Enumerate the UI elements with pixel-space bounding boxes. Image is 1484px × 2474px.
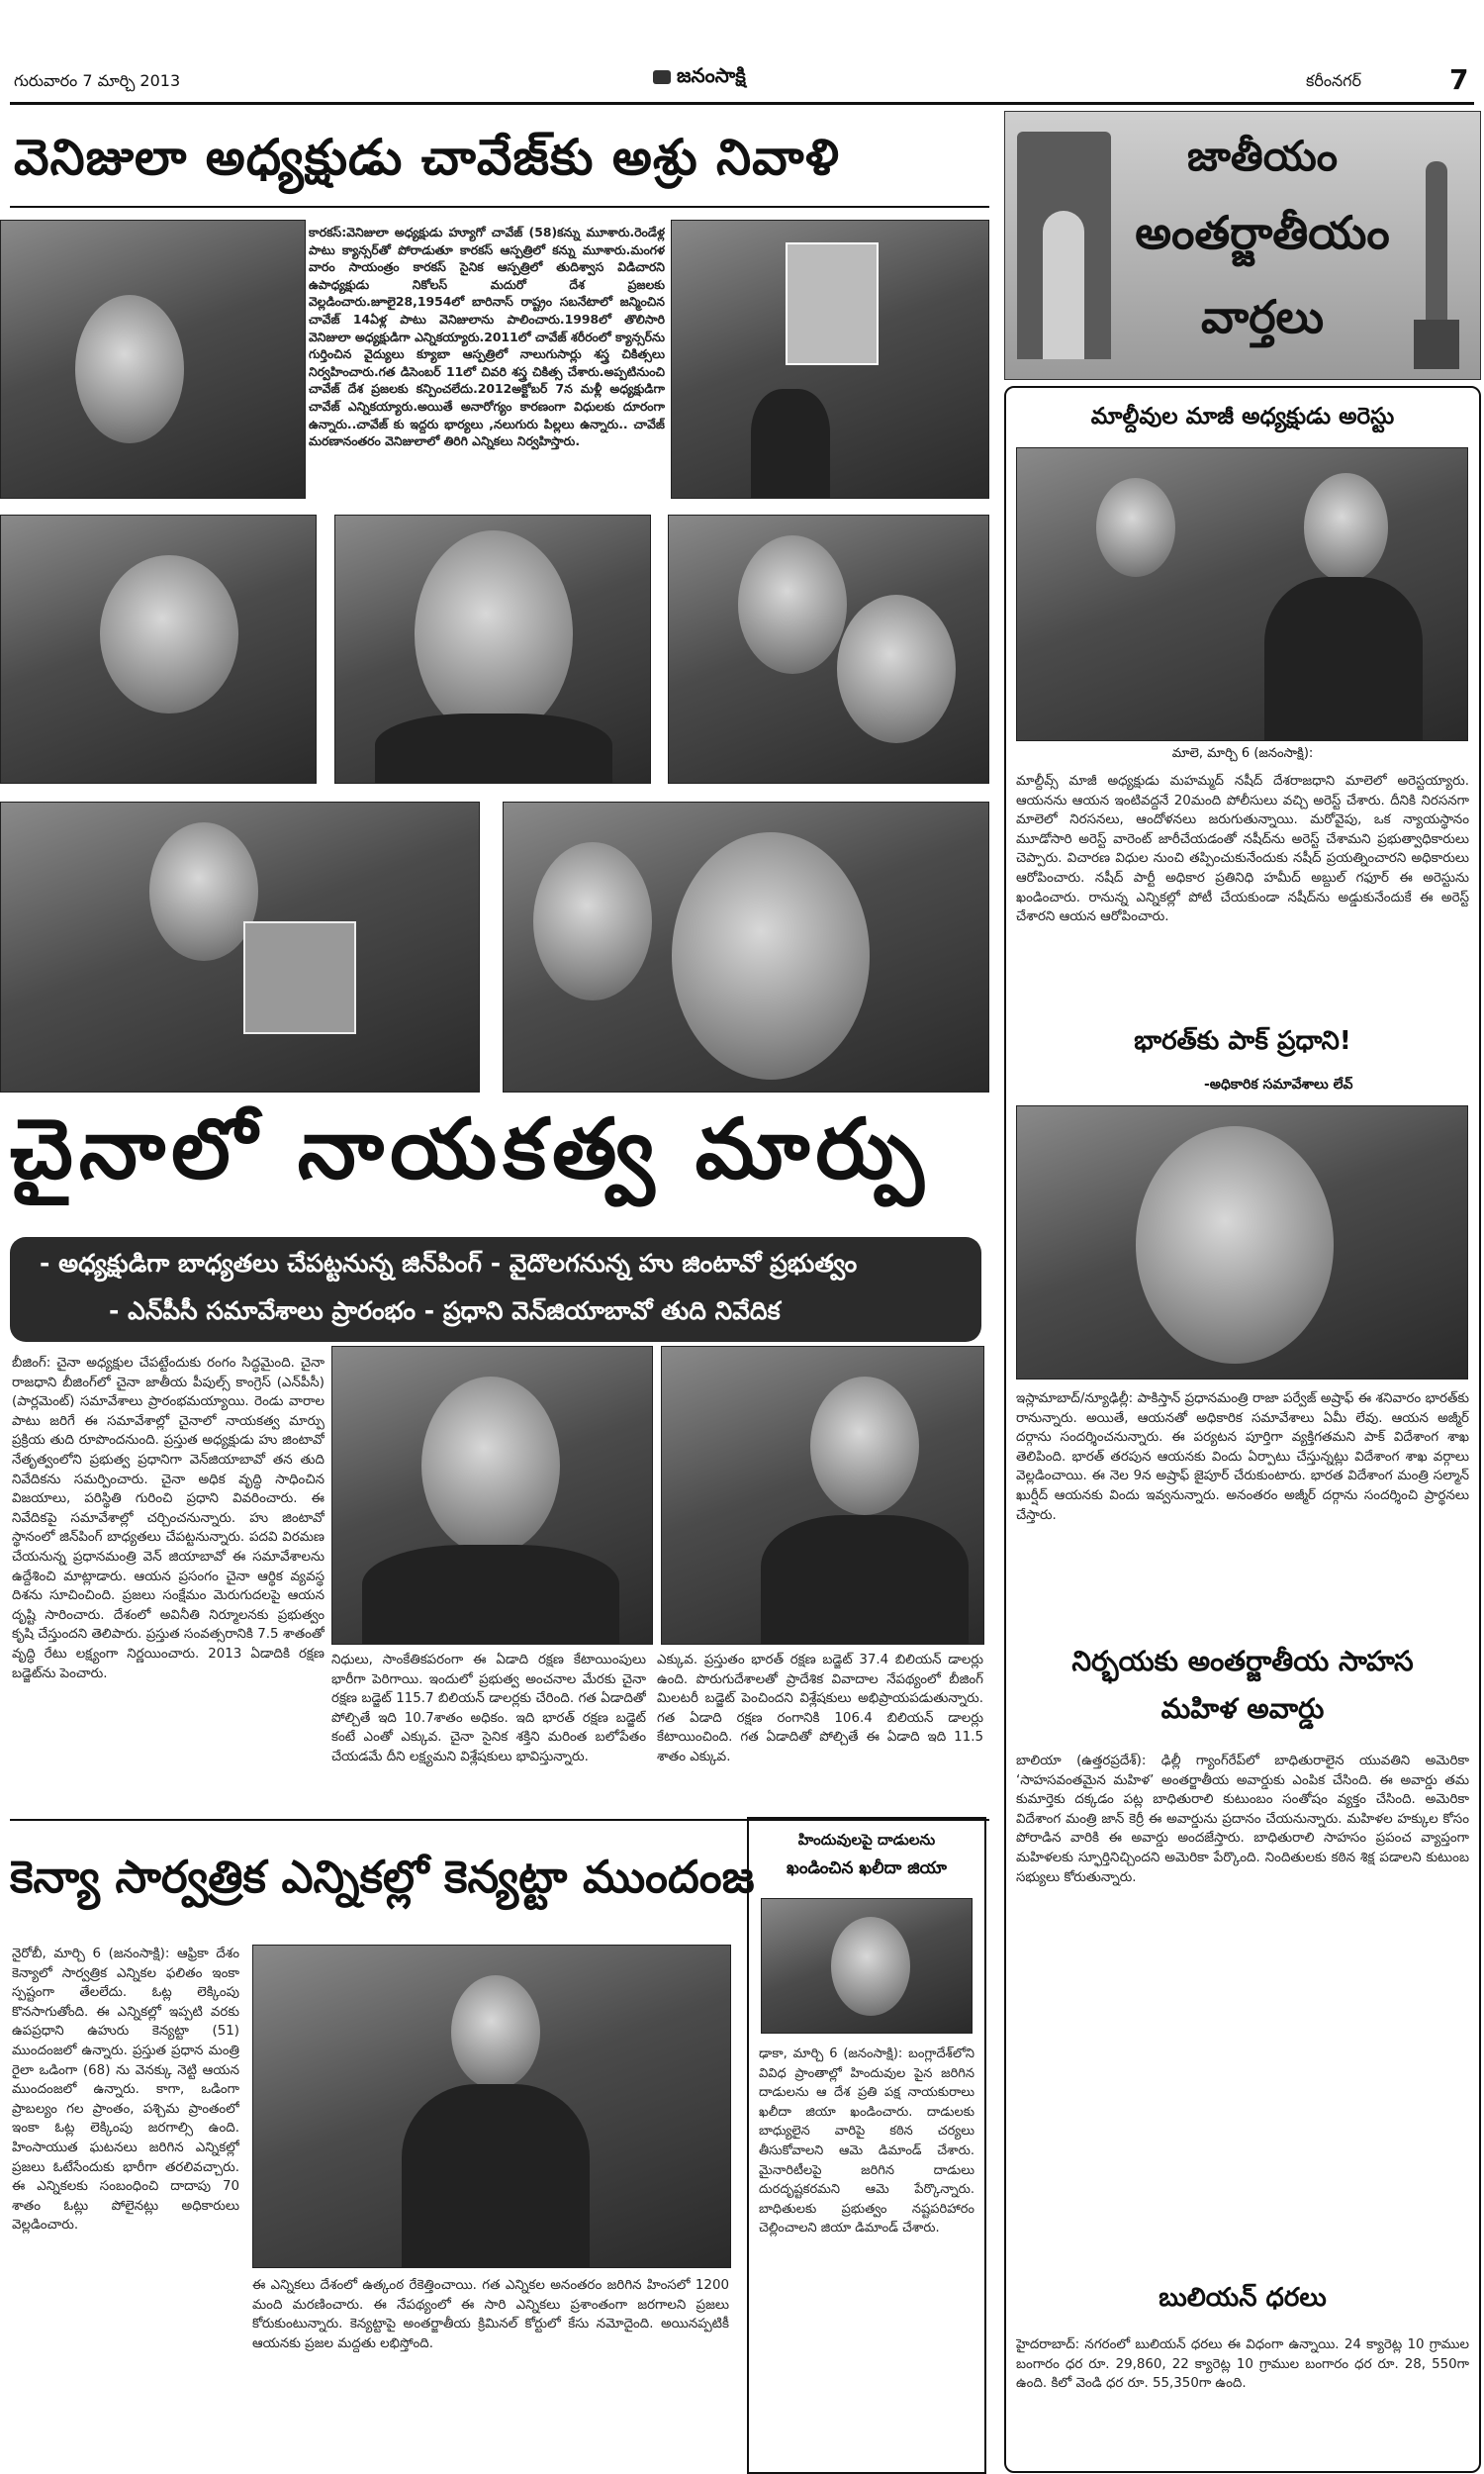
hindu-attacks-box [747, 1817, 986, 2474]
hu-jintao-photo [331, 1346, 653, 1645]
liberty-statue-graphic [1406, 122, 1465, 369]
bullion-headline: బులియన్‌ ధరలు [1159, 2283, 1327, 2313]
maldives-text: మాల్దీవ్స్‌ మాజీ అధ్యక్షుడు మహమ్మద్‌ నషీద్‌ దేశరాజధాని మాలెలో అరెస్టయ్యారు. ఆయనను ఆయన ఇంటివద్దనే 20మంది పోలీసులు వచ్చి అరెస్ట్‌ చేశారు. దీనికి నిరసనగా మాలెలో నిరసనలు, ఆందోళనలు జరుగుతున్నాయి. మరోవైపు, ఒక న్యాయస్థానం మూడోసారి అరెస్ట్‌ వారెంట్‌ జారీచేయడంతో నషీద్‌ను అరెస్ట్‌ చేశామని ప్రభుత్వాధికారులు చెప్పారు. విచారణ విధుల నుంచి తప్పించుకునేందుకు నషీద్‌ ప్రయత్నించారని అధికారులు ఆరోపించారు. నషీద్‌ పార్టీ అధికార ప్రతినిధి హమీద్‌ అబ్దుల్‌ గఫూర్‌ ఈ అరెస్టును ఖండించారు. రానున్న ఎన్నికల్లో పోటీ చేయకుండా నషీద్‌ను అడ్డుకునేందుకే ఈ అరెస్ట్‌ చేశారని ఆయన ఆరోపించారు. [1016, 774, 1469, 925]
china-subhead-1: - అధ్యక్షుడిగా బాధ్యతలు చేపట్టనున్న జిన్‌పింగ్‌ - వైదొలగనున్న హు జింటావో ప్రభుత్వం [40, 1249, 858, 1278]
banner-text-line3: వార్తలు [1200, 290, 1325, 343]
kenyatta-photo [252, 1945, 731, 2268]
pak-pm-text: ఇస్లామాబాద్‌/న్యూఢిల్లీ: పాకిస్తాన్‌ ప్రధానమంత్రి రాజా పర్వేజ్‌ అష్రాఫ్‌ ఈ శనివారం భారత్‌కు రానున్నారు. అయితే, ఆయనతో అధికారిక సమావేశాలు ఏమీ లేవు. ఆయన అజ్మీర్‌ దర్గాను సందర్శించనున్నారు. ఈ పర్యటన పూర్తిగా వ్యక్తిగతమని పాక్‌ విదేశాంగ శాఖ తెలిపింది. భారత్‌ తరపున ఆయనకు విందు ఏర్పాటు చేస్తున్నట్లు విదేశాంగ శాఖ వర్గాలు వెల్లడించాయి. ఈ నెల 9న అష్రాఫ్‌ జైపూర్‌ చేరుకుంటారు. భారత విదేశాంగ మంత్రి సల్మాన్‌ ఖుర్షీద్‌ ఆయనకు విందు ఇవ్వనున్నారు. అనంతరం అజ్మీర్‌ దర్గాను సందర్శించి ప్రార్థనలు చేస్తారు. [1016, 1391, 1469, 1523]
kenya-text-col1: నైరోబీ, మార్చి 6 (జనంసాక్షి): ఆఫ్రికా దేశం కెన్యాలో సార్వత్రిక ఎన్నికల ఫలితం ఇంకా స్పష్టంగా తేలలేదు. ఓట్ల లెక్కింపు కొనసాగుతోంది. ఈ ఎన్నికల్లో ఇప్పటి వరకు ఉపప్రధాని ఉహురు కెన్యట్టా (51) ముందంజలో ఉన్నారు. ప్రస్తుత ప్రధాన మంత్రి రైలా ఒడింగా (68) ను వెనక్కు నెట్టి ఆయన ముందంజలో ఉన్నారు. కాగా, ఒడింగా ప్రాబల్యం గల ప్రాంతం, పశ్చిమ ప్రాంతంలో ఇంకా ఓట్ల లెక్కింపు జరగాల్సి ఉంది. హింసాయుత ఘటనలు జరిగిన ఎన్నికల్లో ప్రజలు ఓటేసేందుకు భారీగా తరలివచ్చారు. ఈ ఎన్నికలకు సంబంధించి దాదాపు 70 శాతం ఓట్లు పోలైనట్లు అధికారులు వెల్లడించారు. [12, 1947, 239, 2234]
banner-text-line2: అంతర్జాతీయం [1135, 206, 1390, 259]
masthead-title: జనంసాక్షి [677, 63, 746, 87]
masthead-logo [653, 63, 746, 92]
pak-pm-subhead: -అధికారిక సమావేశాలు లేవ్‌ [1204, 1077, 1353, 1093]
china-subheads-band [10, 1237, 981, 1342]
hindu-title-line2: ఖండించిన ఖలీదా జియా [787, 1858, 947, 1878]
kenya-text-col2: ఈ ఎన్నికలు దేశంలో ఉత్కంఠ రేకెత్తించాయి. గత ఎన్నికల అనంతరం జరిగిన హింసలో 1200 మంది మరణించారు. ఈ నేపథ్యంలో ఈ సారి ఎన్నికలు ప్రశాంతంగా జరగాలని ప్రజలు కోరుకుంటున్నారు. కెన్యట్టాపై అంతర్జాతీయ క్రిమినల్‌ కోర్టులో కేసు నమోదైంది. అయినప్పటికీ ఆయనకు ప్రజల మద్దతు లభిస్తోంది. [252, 2278, 729, 2351]
chavez-headline: వెనిజులా అధ్యక్షుడు చావేజ్‌కు అశ్రు నివాళి [14, 129, 840, 186]
header-edition: కరీంనగర్ [1306, 71, 1362, 90]
supporters-rally-photo [0, 802, 480, 1093]
maldives-caption: మాలె, మార్చి 6 (జనంసాక్షి): [1171, 746, 1314, 761]
xi-jinping-photo [661, 1346, 984, 1645]
chavez-crowd-photo-left [0, 220, 306, 499]
china-text-col2: నిధులు, సాంకేతికపరంగా ఈ ఏడాది రక్షణ కేటాయింపులు భారీగా పెరిగాయి. ఇందులో ప్రభుత్వ అంచనాల మేరకు చైనా రక్షణ బడ్జెట్‌ 115.7 బిలియన్‌ డాలర్లకు చేరింది. గత ఏడాదితో పోల్చితే ఇది 10.7శాతం అధికం. ఇది భారత్‌ రక్షణ బడ్జెట్‌ కంటే ఎంతో ఎక్కువ. చైనా సైనిక శక్తిని మరింత బలోపేతం చేయడమే దీని లక్ష్యమని విశ్లేషకులు భావిస్తున్నారు. [331, 1653, 646, 1764]
chavez-portrait-photo [671, 220, 989, 499]
china-text-col1: బీజింగ్‌: చైనా అధ్యక్షుల చేపట్టేందుకు రంగం సిద్ధమైంది. చైనా రాజధాని బీజింగ్‌లో చైనా జాతీయ పీపుల్స్‌ కాంగ్రెస్‌ (ఎన్‌పీసీ)(పార్లమెంట్‌) సమావేశాలు ప్రారంభమయ్యాయి. రెండు వారాల పాటు జరిగే ఈ సమావేశాల్లో చైనాలో నాయకత్వ మార్పు ప్రక్రియ తుది రూపొందనుంది. ప్రస్తుత అధ్యక్షుడు హు జింటావో నేతృత్వంలోని ప్రభుత్వ ప్రధానిగా వెన్‌జియాబావో తన తుది నివేదికను సమర్పించారు. చైనా అధిక వృద్ధి సాధించిన విజయాలు, పరిస్థితి గురించి ప్రధాని వివరించారు. ఈ నివేదికపై సమావేశాల్లో చర్చించనున్నారు. హు జింటావో స్థానంలో జిన్‌పింగ్‌ బాధ్యతలు చేపట్టనున్నారు. పదవి విరమణ చేయనున్న ప్రధానమంత్రి వెన్‌ జియాబావో ఈ సమావేశాలను ఉద్దేశించి మాట్లాడారు. ఆయన ప్రసంగం చైనా ఆర్థిక వ్యవస్థ దిశను సూచించింది. ప్రజలు సంక్షేమం మెరుగుదలపై ఆయన దృష్టి సారించారు. దేశంలో అవినీతి నిర్మూలనకు ప్రభుత్వం కృషి చేస్తుందని తెలిపారు. ప్రస్తుత సంవత్సరానికి 7.5 శాతంతో వృద్ధి రేటు లక్ష్యంగా నిర్ణయించారు. 2013 ఏడాదికి రక్షణ బడ్జెట్‌ను పెంచారు. [12, 1356, 325, 1681]
hindu-title-line1: హిందువులపై దాడులను [797, 1831, 936, 1849]
page-header [0, 59, 1484, 103]
pak-pm-headline: భారత్‌కు పాక్‌ ప్రధాని! [1134, 1026, 1351, 1056]
kenya-headline: కెన్యా సార్వత్రిక ఎన్నికల్లో కెన్యట్టా ముందంజ [10, 1851, 755, 1903]
china-text-col3: ఎక్కువ. ప్రస్తుతం భారత్‌ రక్షణ బడ్జెట్‌ 37.4 బిలియన్‌ డాలర్లు ఉంది. పొరుగుదేశాలతో ప్రాదేశిక వివాదాల నేపథ్యంలో బీజింగ్‌ మిలటరీ బడ్జెట్‌ పెంచిందని విశ్లేషకులు అభిప్రాయపడుతున్నారు. గత ఏడాది రక్షణ రంగానికి 106.4 బిలియన్‌ డాలర్లు కేటాయించింది. గత ఏడాదితో పోల్చితే ఈ ఏడాది ఇది 11.5 శాతం ఎక్కువ. [657, 1653, 983, 1764]
nasheed-arrest-photo [1016, 447, 1468, 741]
sidebar-frame [1004, 386, 1481, 2473]
bullion-text: హైదరాబాద్‌: నగరంలో బులియన్‌ ధరలు ఈ విధంగా ఉన్నాయి. 24 క్యారెట్ల 10 గ్రాముల బంగారం ధర రూ. 29,860, 22 క్యారెట్ల 10 గ్రాముల బంగారం ధర రూ. 28, 550గా ఉంది. కిలో వెండి ధర రూ. 55,350గా ఉంది. [1016, 2337, 1469, 2392]
maldives-headline: మాల్దీవుల మాజీ అధ్యక్షుడు అరెస్టు [1090, 404, 1395, 429]
china-headline: చైనాలో నాయకత్వ మార్పు [10, 1100, 930, 1197]
page-number: 7 [1449, 63, 1469, 96]
banner-text-line1: జాతీయం [1186, 132, 1339, 180]
maduro-speech-photo [0, 515, 317, 784]
hindu-text: ఢాకా, మార్చి 6 (జనంసాక్షి): బంగ్లాదేశ్‌లోని వివిధ ప్రాంతాల్లో హిందువుల పైన జరిగిన దాడులను ఆ దేశ ప్రతి పక్ష నాయకురాలు ఖలీదా జియా ఖండించారు. దాడులకు బాధ్యులైన వారిపై కఠిన చర్యలు తీసుకోవాలని ఆమె డిమాండ్‌ చేశారు. మైనారిటీలపై జరిగిన దాడులు దురదృష్టకరమని ఆమె పేర్కొన్నారు. బాధితులకు ప్రభుత్వం నష్టపరిహారం చెల్లించాలని జియా డిమాండ్‌ చేశారు. [759, 2046, 974, 2236]
india-gate-graphic [1017, 132, 1111, 359]
ashraf-photo [1016, 1105, 1468, 1380]
chavez-lead-text: కారకస్‌:వెనిజులా అధ్యక్షుడు హ్యూగో చావేజ్‌ (58)కన్ను మూశారు.రెండేళ్ల పాటు క్యాన్సర్‌తో పోరాడుతూ కారకస్‌ ఆస్పత్రిలో కన్ను మూశారు.మంగళ వారం సాయంత్రం కారకస్‌ సైనిక ఆస్పత్రిలో తుదిశ్వాస విడిచారని ఉపాధ్యక్షుడు నికోలస్‌ మదురో దేశ ప్రజలకు వెల్లడించారు.జూలై28,1954లో బారినాస్‌ రాష్ట్రం సబనేటాలో జన్మించిన చావేజ్‌ 14ఏళ్ల పాటు వెనిజులాను పాలించారు.1998లో తొలిసారి వెనిజులా అధ్యక్షుడిగా ఎన్నికయ్యారు.2011లో చావేజ్‌ శరీరంలో క్యాన్సర్‌ను గుర్తించిన వైద్యులు క్యూబా ఆస్పత్రిలో నాలుగుసార్లు శస్త్ర చికిత్సలు నిర్వహించారు.గత డిసెంబర్‌ 11లో చివరి శస్త్ర చికిత్స చేశారు.అప్పటినుంచి చావేజ్‌ దేశ ప్రజలకు కన్పించలేదు.2012అక్టోబర్‌ 7న మళ్లీ అధ్యక్షుడిగా చావేజ్‌ ఎన్నికయ్యారు.అయితే అనారోగ్యం కారణంగా విధులకు దూరంగా ఉన్నారు..చావేజ్‌ కు ఇద్దరు భార్యలు ,నలుగురు పిల్లలు ఉన్నారు.. చావేజ్‌ మరణానంతరం వెనిజులాలో తిరిగి ఎన్నికలు నిర్వహిస్తారు. [309, 225, 665, 449]
nirbhaya-headline-2: మహిళ అవార్డు [1160, 1692, 1325, 1725]
header-rule [10, 102, 1474, 105]
masthead-icon [653, 70, 671, 84]
mourning-embrace-photo [668, 515, 989, 784]
nirbhaya-text: బాలియా (ఉత్తరప్రదేశ్‌): ఢిల్లీ గ్యాంగ్‌రేప్‌లో బాధితురాలైన యువతిని అమెరికా ‘సాహసవంతమైన మహిళ’ అంతర్జాతీయ అవార్డుకు ఎంపిక చేసింది. ఈ అవార్డు తమ కుమార్తెకు దక్కడం పట్ల బాధితురాలి కుటుంబం సంతోషం వ్యక్తం చేసింది. అమెరికా విదేశాంగ మంత్రి జాన్‌ కెర్రీ ఈ అవార్డును ప్రదానం చేయనున్నారు. మహిళల హక్కుల కోసం పోరాడిన వారికి ఈ అవార్డు అందజేస్తారు. బాధితురాలి సాహసం ప్రపంచ వ్యాప్తంగా మహిళలకు స్ఫూర్తినిచ్చిందని అమెరికా పేర్కొంది. నిందితులకు కఠిన శిక్ష పడాలని కుటుంబ సభ్యులు కోరుతున్నారు. [1016, 1754, 1469, 1885]
header-date: గురువారం 7 మార్చి 2013 [14, 71, 181, 90]
national-intl-banner [1004, 111, 1481, 380]
khaleda-zia-photo [761, 1898, 973, 2034]
crying-supporter-photo [503, 802, 989, 1093]
chavez-headline-rule [10, 206, 989, 208]
chavez-closeup-photo [334, 515, 651, 784]
china-subhead-2: - ఎన్‌పీసీ సమావేశాలు ప్రారంభం - ప్రధాని వెన్‌జియాబావో తుది నివేదిక [109, 1296, 781, 1325]
nirbhaya-headline-1: నిర్భయకు అంతర్జాతీయ సాహస [1071, 1645, 1414, 1677]
